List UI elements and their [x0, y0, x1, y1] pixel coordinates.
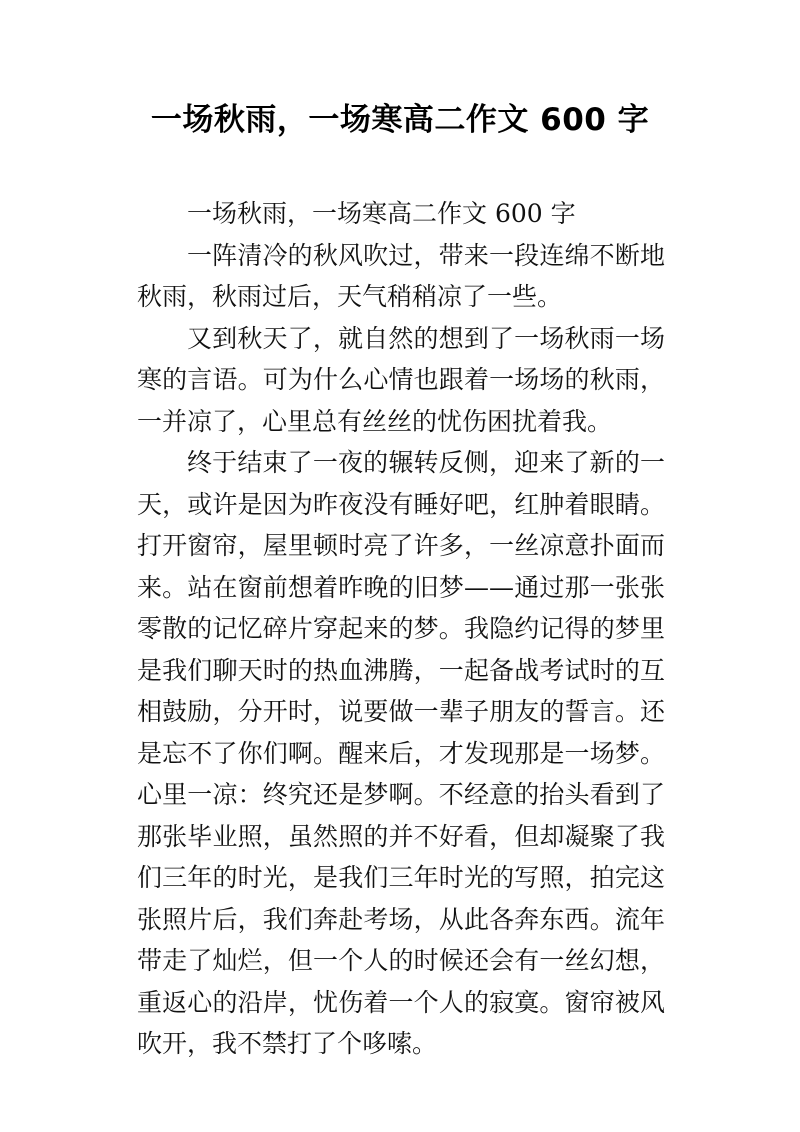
paragraph-2: 又到秋天了，就自然的想到了一场秋雨一场寒的言语。可为什么心情也跟着一场场的秋雨，一并凉了，心里总有丝丝的忧伤困扰着我。 — [137, 323, 665, 436]
document-title: 一场秋雨，一场寒高二作文 600 字 — [150, 102, 650, 138]
paragraph-1: 一阵清冷的秋风吹过，带来一段连绵不断地秋雨，秋雨过后，天气稍稍凉了一些。 — [137, 240, 665, 311]
paragraph-3: 终于结束了一夜的辗转反侧，迎来了新的一天，或许是因为昨夜没有睡好吧，红肿着眼睛。打开窗帘，屋里顿时亮了许多，一丝凉意扑面而来。站在窗前想着昨晚的旧梦——通过那一张张零散的记忆碎片穿起来的梦。我隐约记得的梦里是我们聊天时的热血沸腾，一起备战考试时的互相鼓励，分开时，说要做一辈子朋友的誓言。还是忘不了你们啊。醒来后，才发现那是一场梦。心里一凉：终究还是梦啊。不经意的抬头看到了那张毕业照，虽然照的并不好看，但却凝聚了我们三年的时光，是我们三年时光的写照，拍完这张照片后，我们奔赴考场，从此各奔东西。流年带走了灿烂，但一个人的时候还会有一丝幻想，重返心的沿岸，忧伤着一个人的寂寞。窗帘被风吹开，我不禁打了个哆嗦。 — [137, 448, 665, 1058]
document-body — [137, 193, 665, 1065]
paragraph-subtitle: 一场秋雨，一场寒高二作文 600 字 — [187, 199, 576, 228]
